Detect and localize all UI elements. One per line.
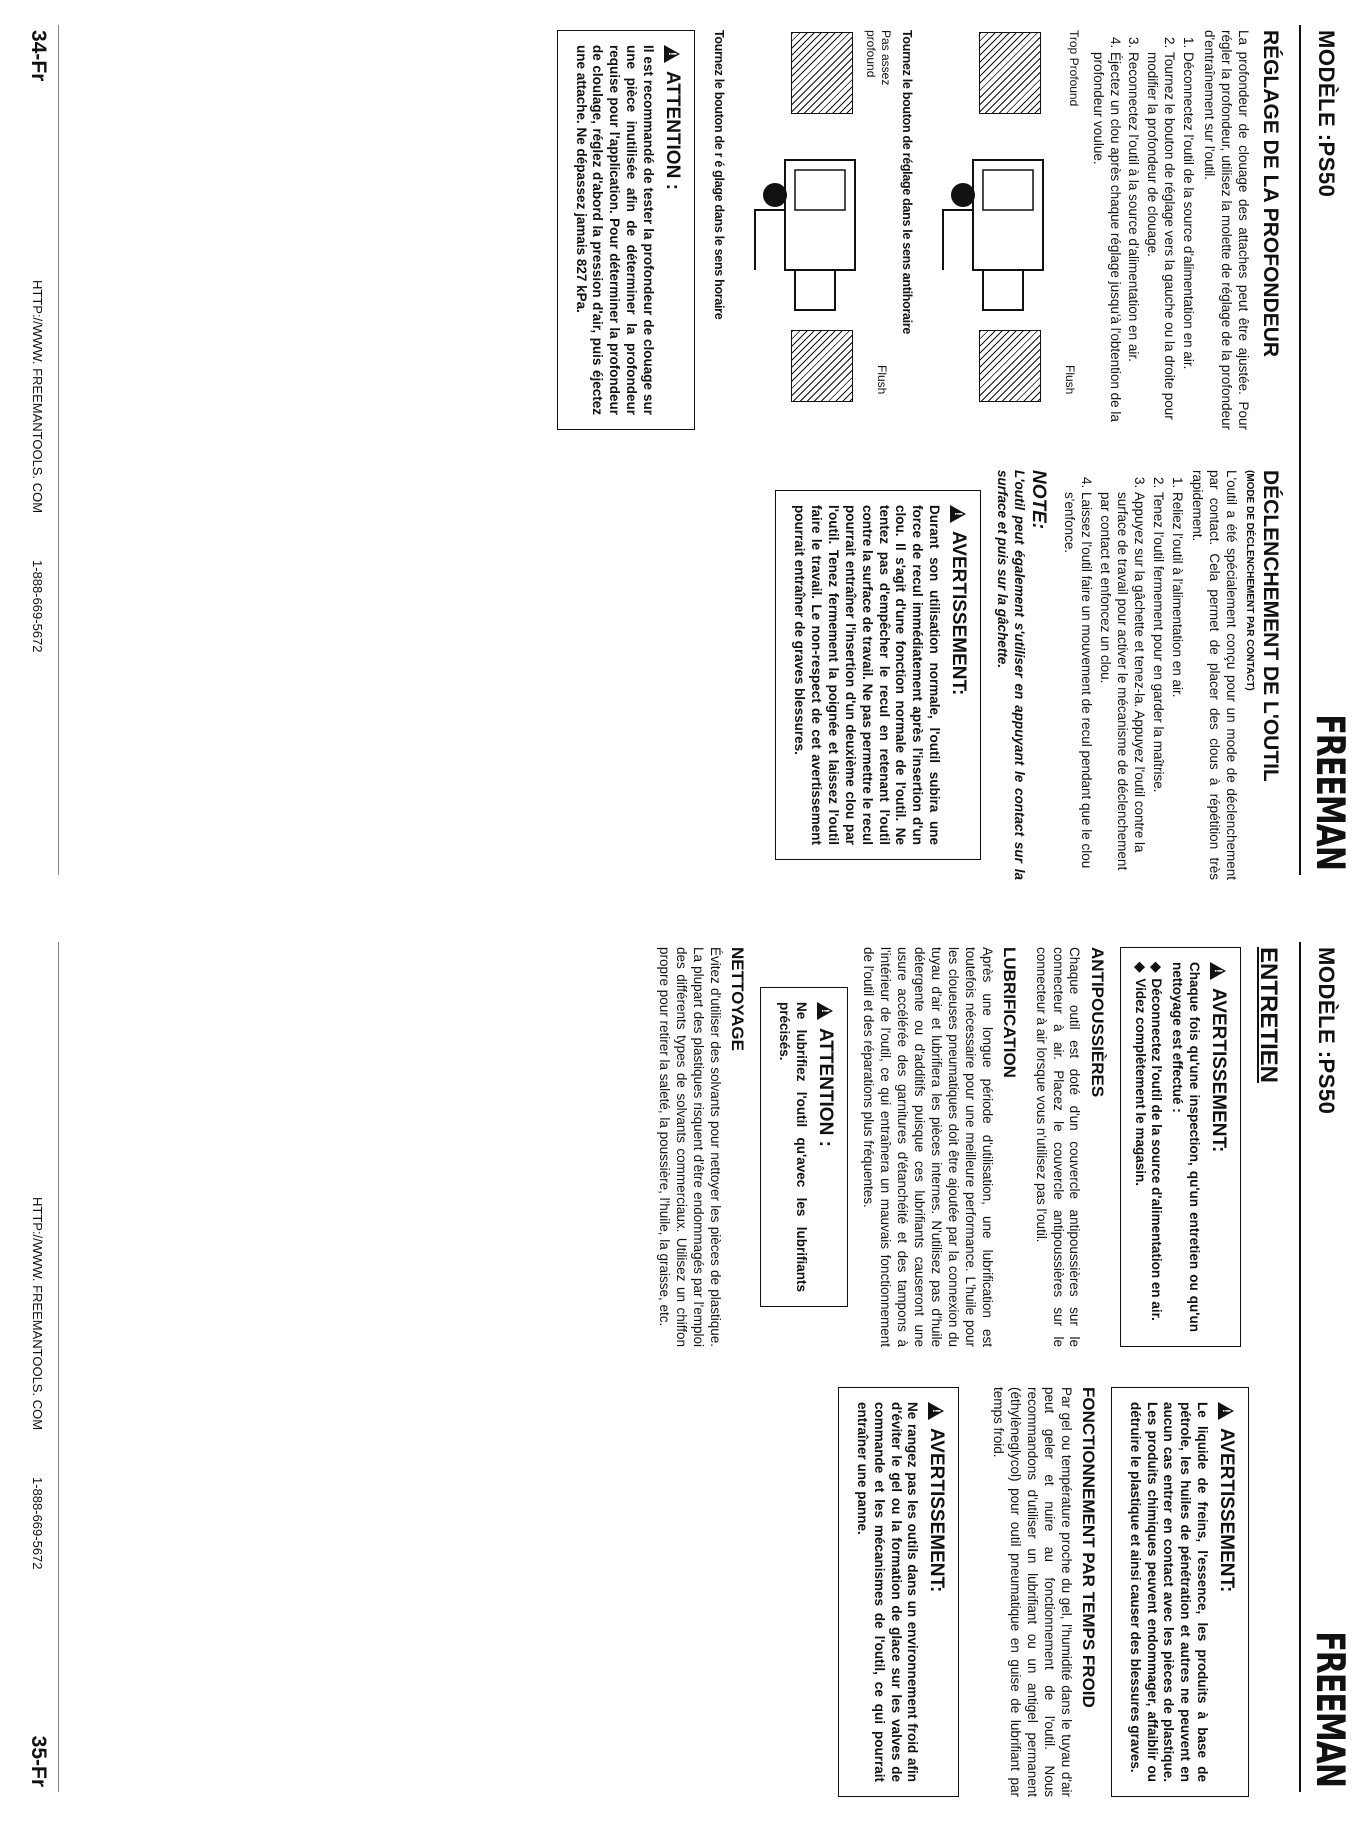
- left-column: [545, 30, 1289, 430]
- note-text: L'outil peut également s'utiliser en appuyant le contact sur la surface et puis sur la gâchette.: [994, 470, 1027, 880]
- attention-title: ATTENTION :: [814, 1028, 836, 1147]
- bullet-text: Déconnectez l'outil de la source d'alimentation en air.: [1149, 978, 1165, 1321]
- attention-title: ATTENTION :: [661, 71, 683, 190]
- footer-url: HTTP://WWW. FREEMANTOOLS. COM: [30, 280, 45, 514]
- right-column: [826, 1387, 1289, 1797]
- depth-step: 2. Tournez le bouton de réglage vers la gauche ou la droite pour modifier la profondeur de clouage.: [1144, 52, 1178, 430]
- model-header: MODÈLE :PS50: [1314, 30, 1339, 198]
- avertissement-box: [838, 1387, 959, 1797]
- section-title-depth: RÉGLAGE DE LA PROFONDEUR: [1259, 30, 1282, 358]
- warning-icon: [1210, 962, 1226, 980]
- page-number: 35-Fr: [27, 1735, 50, 1787]
- avertissement-text: Le liquide de freins, l'essence, les produits à base de pétrole, les huiles de pénétration et autres ne peuvent en aucun cas entrer en contact avec les pièces de plastique. Les produits chimiques peuvent endommager, affaiblir ou détruire le plastique et ainsi causer des blessures graves.: [1127, 1402, 1211, 1782]
- cold-text: Par gel ou température proche du gel, l'humidité dans le tuyau d'air peut geler et nuire au fonctionnement de l'outil. Nous recommandons d'utiliser un lubrifiant ou un antigel permanent (éthylèneglycol) pour outil pneumatique en guise de lubrifiant par temps froid.: [991, 1387, 1074, 1797]
- section-title-dust: ANTIPOUSSIÈRES: [1087, 947, 1107, 1098]
- depth-step: 4. Éjectez un clou après chaque réglage jusqu'à l'obtention de la profondeur voulue.: [1089, 52, 1123, 430]
- bullet-item: [1148, 962, 1165, 1332]
- wood-block-icon: [979, 32, 1041, 114]
- avertissement-box: [1111, 1387, 1249, 1797]
- avertissement-box: [775, 490, 981, 860]
- avertissement-title: AVERTISSEMENT:: [1216, 1428, 1237, 1593]
- wood-block-icon: [791, 32, 853, 114]
- depth-steps: [1089, 30, 1196, 430]
- header-rule: [1299, 25, 1301, 875]
- warning-icon: [817, 1002, 833, 1020]
- warning-icon: [950, 505, 966, 523]
- section-title-lubrication: LUBRIFICATION: [999, 947, 1019, 1078]
- avertissement-text: Durant son utilisation normale, l'outil subira une force de recul immédiatement après l'insertion d'un clou. Il s'agit d'une fonction normale de l'outil. Ne tentez pas d'empêcher le recul en retenant l'outil contre la surface de travail. Ne pas permettre le recul pourrait entraîner l'insertion d'un deuxième clou par l'outil. Tenez fermement la poignée et laissez l'outil faire le travail. Le non-respect de cet avertissement pourrait entraîner de graves blessures.: [792, 505, 943, 845]
- footer-phone: 1-888-669-5672: [30, 560, 45, 653]
- page-number: 34-Fr: [27, 30, 50, 82]
- avertissement-title: AVERTISSEMENT:: [926, 1428, 948, 1593]
- dust-text: Chaque outil est doté d'un couvercle antipoussières sur le connecteur à air. Placez le couvercle antipoussières sur le connecteur à air lorsque vous n'utilisez pas l'outil.: [1033, 947, 1083, 1347]
- page-34: [0, 0, 1361, 900]
- warning-icon: [1218, 1402, 1234, 1420]
- left-column: [651, 947, 1289, 1347]
- attention-box: [760, 987, 848, 1307]
- footer-phone: 1-888-669-5672: [30, 1477, 45, 1570]
- fig-label-too-deep: Trop Profound: [1066, 30, 1081, 107]
- section-title-trigger: DÉCLENCHEMENT DE L'OUTIL: [1259, 470, 1282, 782]
- trigger-step: 4. Laissez l'outil faire un mouvement de recul pendant que le clou s'enfonce.: [1061, 492, 1095, 880]
- section-title-maintenance: ENTRETIEN: [1255, 947, 1282, 1084]
- diamond-bullet-icon: ◆: [1132, 962, 1148, 973]
- warning-icon: [664, 45, 680, 63]
- avertissement-text: Chaque fois qu'une inspection, qu'un entretien ou qu'un nettoyage est effectué :: [1170, 962, 1203, 1332]
- section-title-cleaning: NETTOYAGE: [728, 947, 748, 1051]
- attention-text: Ne lubrifiez l'outil qu'avec les lubrifiants précisés.: [777, 1002, 809, 1292]
- cleaning-text: Évitez d'utiliser des solvants pour nettoyer les pièces de plastique. La plupart des plastiques risquent d'être endommagés par l'emploi des différents types de solvants commerciaux. Utilisez un chiffon propre pour retirer la saleté, la poussière, l'huile, la graisse, etc.: [657, 947, 723, 1347]
- header-rule: [1299, 942, 1301, 1792]
- avertissement-text: Ne rangez pas les outils dans un environnement froid afin d'éviter le gel ou la formation de glace sur les valves de commande et les mécanismes de l'outil, ce qui pourrait entraîner une panne.: [854, 1402, 921, 1782]
- fig-caption: Tournez le bouton de réglage dans le sens antihoraire: [900, 30, 915, 335]
- fig-label-flush: Flush: [874, 365, 889, 395]
- page-35: [0, 917, 1361, 1817]
- attention-box: [557, 30, 695, 430]
- wood-block-flush-icon: [791, 330, 853, 402]
- trigger-step: 1. Reliez l'outil à l'alimentation en air.: [1168, 492, 1185, 880]
- depth-step: 3. Reconnectez l'outil à la source d'alimentation en air.: [1125, 52, 1142, 430]
- section-title-cold: FONCTIONNEMENT PAR TEMPS FROID: [1078, 1387, 1098, 1708]
- nailer-icon: [933, 140, 1063, 320]
- wood-block-flush-icon: [979, 330, 1041, 402]
- trigger-step: 3. Appuyez sur la gâchette et tenez-la. Appuyez l'outil contre la surface de travail pour activer le mécanisme de déclenchement par contact et enfoncez un clou.: [1096, 492, 1147, 880]
- bullet-item: [1131, 962, 1148, 1332]
- fig-label-not-deep: Pas assez profound: [863, 30, 893, 86]
- footer-url: HTTP://WWW. FREEMANTOOLS. COM: [30, 1197, 45, 1431]
- right-column: [763, 470, 1289, 880]
- footer-rule: [58, 942, 59, 1792]
- nailer-icon: [745, 140, 875, 320]
- figure-not-deep: [713, 30, 893, 430]
- attention-text: Il est recommandé de tester la profondeur de clouage sur une pièce inutilisée afin de déterminer la profondeur requise pour l'application. Pour déterminer la profondeur de cloulage, réglez d'abord la pression d'air, puis éjectez une attache. Ne dépassez jamais 827 kPa.: [573, 45, 657, 415]
- avertissement-title: AVERTISSEMENT:: [948, 531, 969, 696]
- diamond-bullet-icon: ◆: [1149, 962, 1165, 973]
- trigger-steps: [1061, 470, 1185, 880]
- fig-label-flush: Flush: [1062, 365, 1077, 395]
- fig-caption: Tournez le bouton de r é glage dans le sens horaire: [712, 30, 727, 320]
- figure-too-deep: [901, 30, 1081, 430]
- depth-intro: La profondeur de clouage des attaches peut être ajustée. Pour régler la profondeur, utilisez la molette de réglage de la profondeur d'entraînement sur l'outil.: [1202, 30, 1251, 430]
- depth-step: 1. Déconnectez l'outil de la source d'alimentation en air.: [1179, 52, 1196, 430]
- model-header: MODÈLE :PS50: [1314, 947, 1339, 1115]
- trigger-intro: L'outil a été spécialement conçu pour un mode de déclenchement par contact. Cela permet de placer des clous à répétition très rapidement.: [1190, 470, 1240, 880]
- warning-icon: [928, 1402, 944, 1420]
- trigger-step: 2. Tenez l'outil fermement pour en garder la maîtrise.: [1149, 492, 1166, 880]
- note-title: NOTE:: [1028, 470, 1050, 530]
- footer-rule: [58, 25, 59, 875]
- bullet-text: Videz complètement le magasin.: [1132, 978, 1148, 1186]
- freeman-logo: FREEMAN: [1306, 714, 1353, 870]
- avertissement-title: AVERTISSEMENT:: [1208, 988, 1229, 1153]
- avertissement-box: [1120, 947, 1241, 1347]
- freeman-logo: FREEMAN: [1306, 1631, 1353, 1787]
- lubrication-text: Après une longue période d'utilisation, une lubrification est toutefois nécessaire pour une meilleure performance. L'huile pour les cloueuses pneumatiques doit être ajoutée par la connexion du tuyau d'air et lubrifiera les pièces internes. N'utilisez pas d'huile détergente ou d'additifs puisque ces lubrifiants causeront une usure accélérée des garnitures d'étanchéité et des tampons à l'intérieur de l'outil, ce qui entraînera un mauvais fonctionnement de l'outil et des réparations plus fréquentes.: [861, 947, 995, 1347]
- trigger-subtitle: (MODE DE DÉCLENCHEMENT PAR CONTACT): [1243, 470, 1255, 691]
